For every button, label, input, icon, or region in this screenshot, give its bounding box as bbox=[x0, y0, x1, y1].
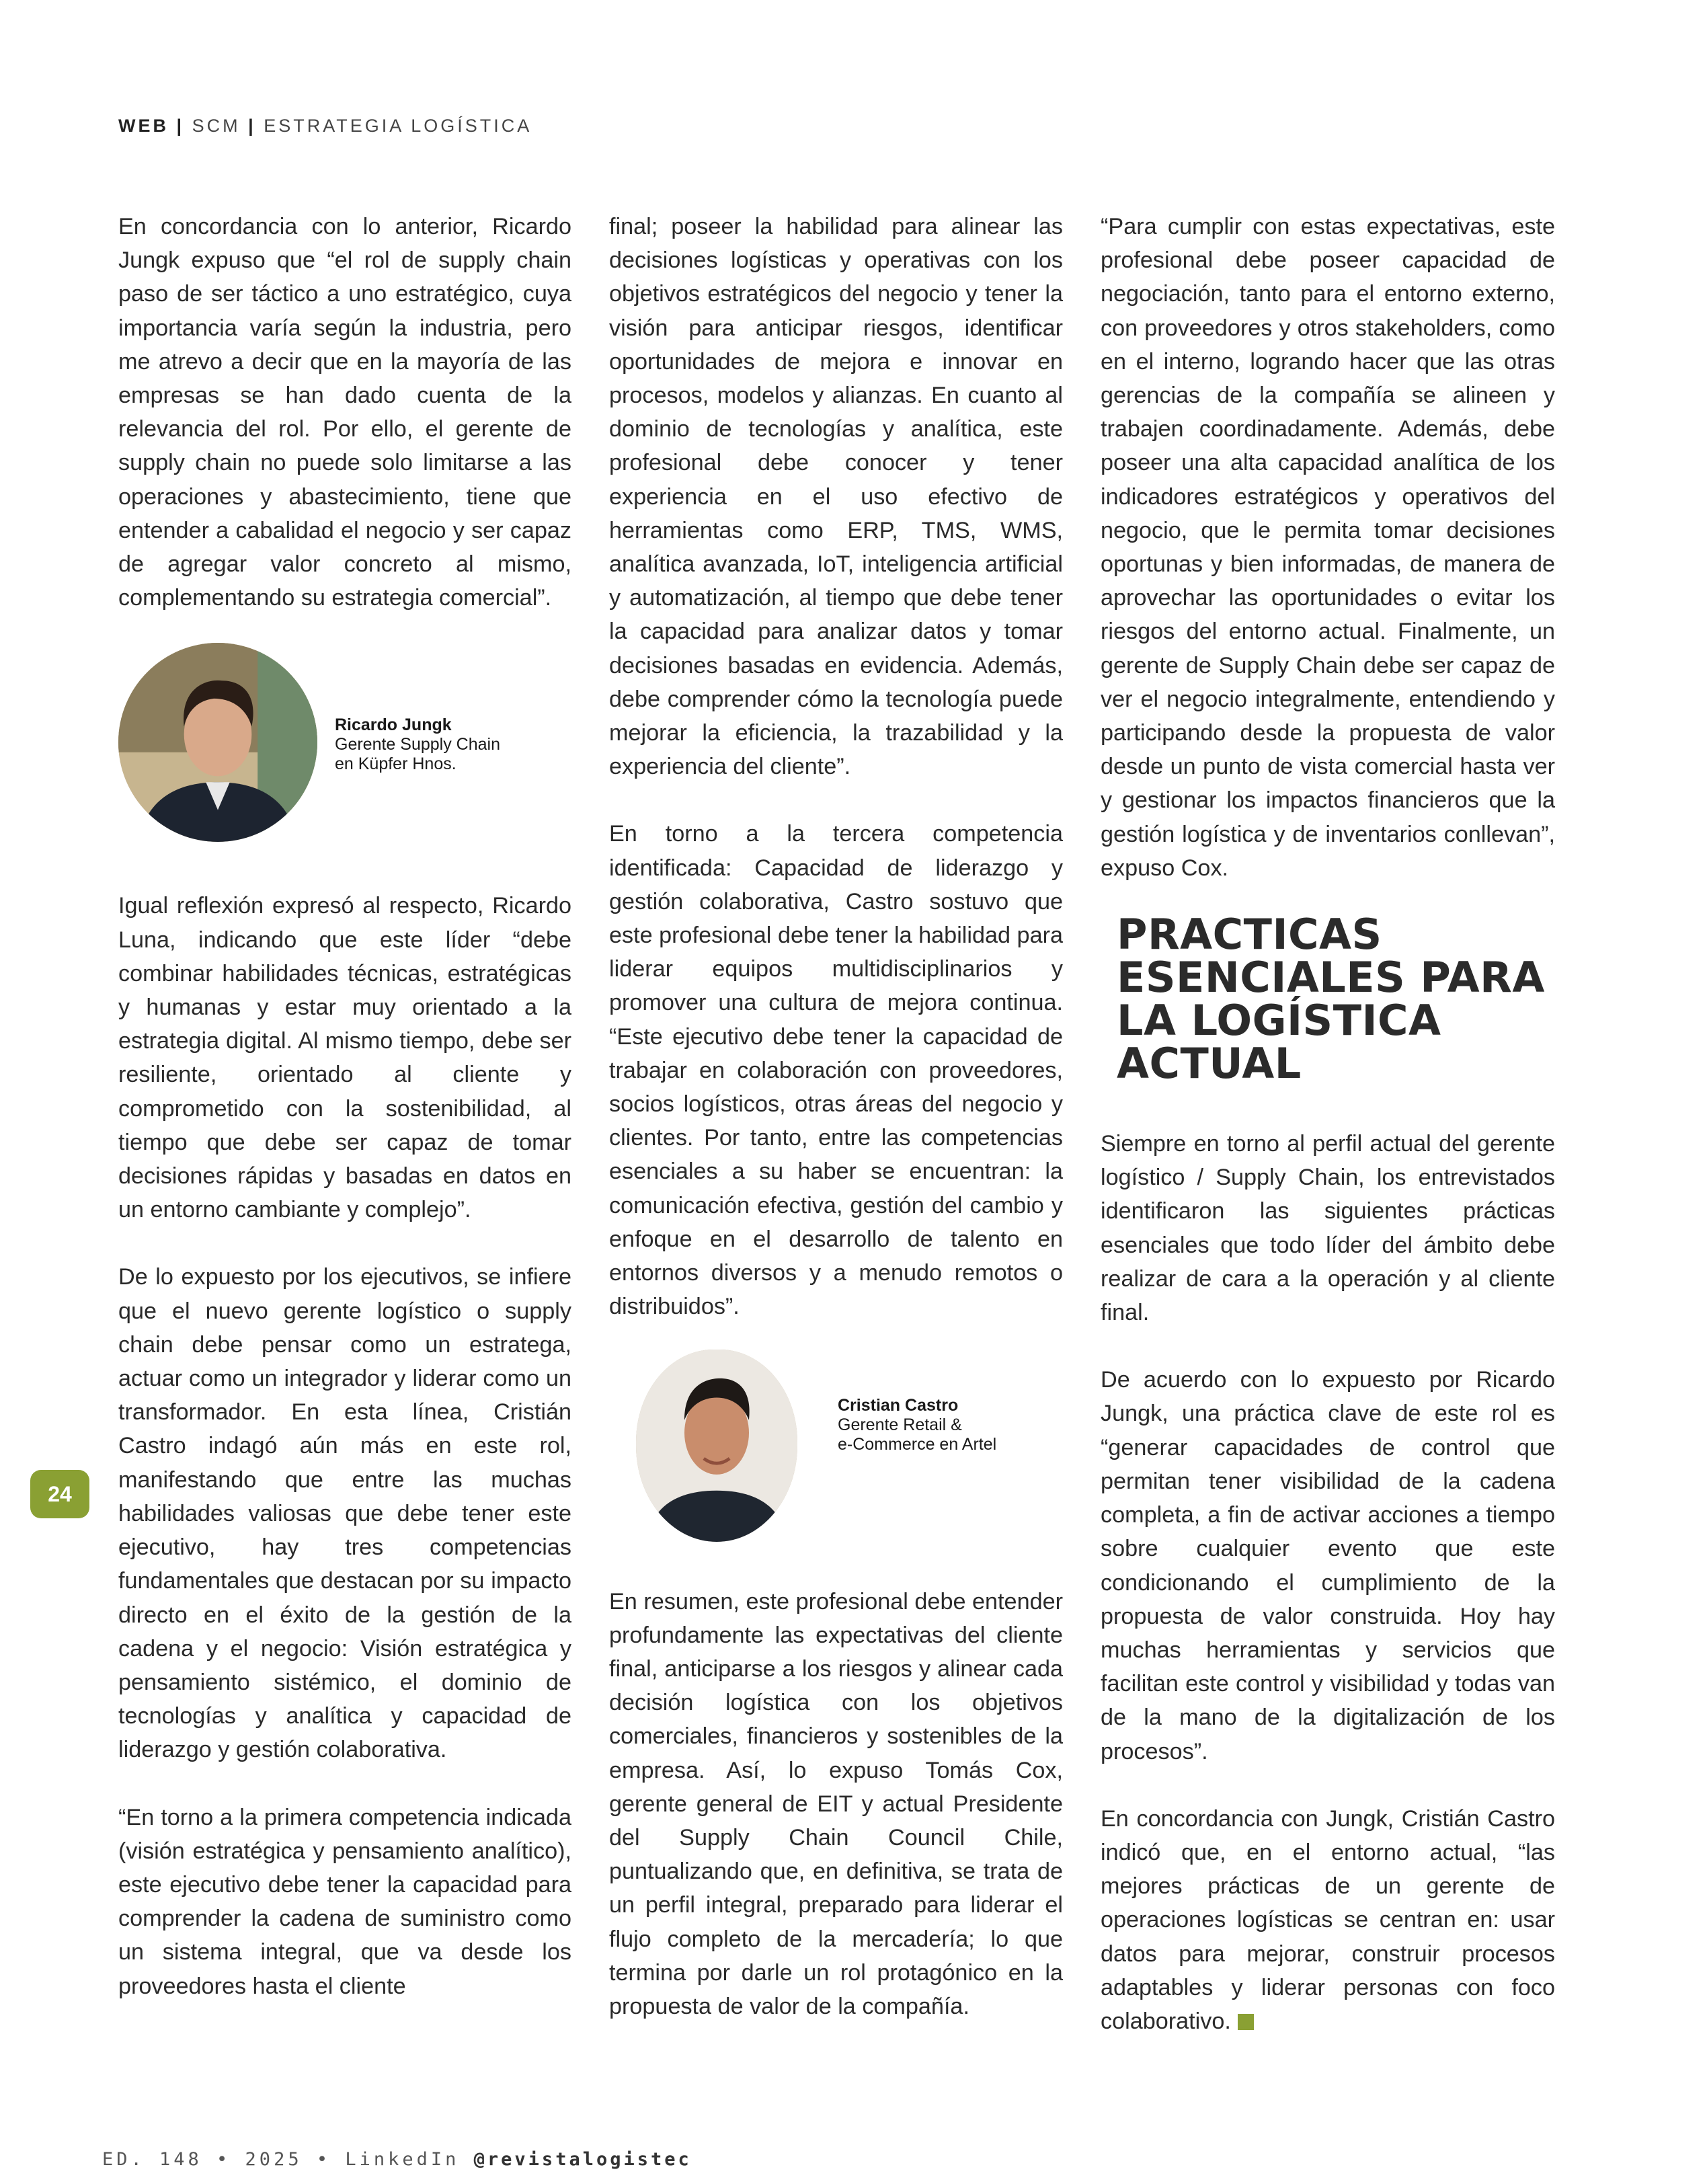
header-separator: | bbox=[176, 116, 185, 136]
paragraph: “Para cumplir con estas expectativas, este profesional debe poseer capacidad de negociación, tanto para el entorno externo, con proveedores y otros stakeholders, como en el interno, logrando hacer que las otras gerencias de la compañía se alineen y trabajen coordinadamente. Además, debe poseer una alta capacidad analítica de los indicadores estratégicos y operativos del negocio, que le permita tomar decisiones oportunas y bien informadas, de manera de aprovechar las oportunidades o evitar los riesgos del entorno actual. Finalmente, un gerente de Supply Chain debe ser capaz de ver el negocio integralmente, entendiendo y participando desde la propuesta de valor desde un punto de vista comercial hasta ver y gestionar los impactos financieros que la gestión logística y de inventarios conllevan”, expuso Cox. bbox=[1101, 214, 1555, 881]
subheading: PRACTICAS ESENCIALES PARA LA LOGÍSTICA ACTUAL bbox=[1117, 910, 1545, 1089]
end-of-article-icon bbox=[1238, 2014, 1254, 2030]
paragraph: Igual reflexión expresó al respecto, Ricardo Luna, indicando que este líder “debe combinar habilidades técnicas, estratégicas y humanas y estar muy orientado a la estrategia digital. Al mismo tiempo, debe ser resiliente, orientado al cliente y comprometido con la sostenibilidad, al tiempo que debe ser capaz de tomar decisiones rápidas y basadas en datos en un entorno cambiante y complejo”. bbox=[118, 893, 571, 1223]
page-number-badge: 24 bbox=[30, 1470, 89, 1518]
page-footer bbox=[102, 2149, 692, 2170]
portrait-cristian-castro bbox=[636, 1350, 1063, 1542]
paragraph-final bbox=[1101, 1802, 1555, 2038]
person-company: e-Commerce en Artel bbox=[838, 1435, 997, 1454]
person-company: en Küpfer Hnos. bbox=[335, 754, 456, 773]
photo-cristian-castro bbox=[636, 1350, 797, 1542]
paragraph: final; poseer la habilidad para alinear las decisiones logísticas y operativas con los objetivos estratégicos del negocio y tener la visión para anticipar riesgos, identificar oportunidades de mejora e innovar en procesos, modelos y alianzas. En cuanto al dominio de tecnologías y analítica, este profesional debe conocer y tener experiencia en el uso efectivo de herramientas como ERP, TMS, WMS, analítica avanzada, IoT, inteligencia artificial y automatización, al tiempo que debe tener la capacidad para analizar datos y tomar decisiones basadas en evidencia. Además, debe comprender cómo la tecnología puede mejorar la eficiencia, la trazabilidad y la experiencia del cliente”. bbox=[609, 214, 1063, 780]
header-web: WEB bbox=[118, 116, 169, 136]
paragraph: En concordancia con lo anterior, Ricardo Jungk expuso que “el rol de supply chain paso de ser táctico a uno estratégico, cuya importancia varía según la industria, pero me atrevo a decir que en la mayoría de las empresas se han dado cuenta de la relevancia del rol. Por ello, el gerente de supply chain no puede solo limitarse a las operaciones y abastecimiento, tiene que entender a cabalidad el negocio y ser capaz de agregar valor concreto al mismo, complementando su estrategia comercial”. bbox=[118, 214, 571, 611]
paragraph: De lo expuesto por los ejecutivos, se infiere que el nuevo gerente logístico o supply chain debe pensar como un estratega, actuar como un integrador y liderar como un transformador. En esta línea, Cristián Castro indagó aún más en este rol, manifestando que entre las muchas habilidades valiosas que debe tener este ejecutivo, hay tres competencias fundamentales que destacan por su impacto directo en el éxito de la gestión de la cadena y el negocio: Visión estratégica y pensamiento sistémico, el dominio de tecnologías y analítica y capacidad de liderazgo y gestión colaborativa. bbox=[118, 1264, 571, 1763]
portrait-caption bbox=[335, 715, 500, 774]
portrait-ricardo-jungk bbox=[118, 643, 571, 842]
person-photo-icon bbox=[118, 643, 317, 842]
photo-ricardo-jungk bbox=[118, 643, 317, 842]
final-paragraph-text: En concordancia con Jungk, Cristián Castro indicó que, en el entorno actual, “las mejores prácticas de un gerente de operaciones logísticas se centran en: usar datos para mejorar, construir procesos adaptables y liderar personas con foco colaborativo. bbox=[1101, 1805, 1555, 2034]
paragraph: Siempre en torno al perfil actual del gerente logístico / Supply Chain, los entrevistados identificaron las siguientes prácticas esenciales que todo líder del ámbito debe realizar de cara a la operación y al cliente final. bbox=[1101, 1131, 1555, 1326]
footer-edition: ED. 148 • 2025 • LinkedIn bbox=[102, 2149, 460, 2170]
header-scm: SCM bbox=[192, 116, 241, 136]
header-section-title: ESTRATEGIA LOGÍSTICA bbox=[264, 116, 532, 136]
article-column-1 bbox=[118, 210, 571, 2003]
portrait-caption bbox=[838, 1396, 996, 1454]
paragraph: De acuerdo con lo expuesto por Ricardo Jungk, una práctica clave de este rol es “generar capacidades de control que permitan tener visibilidad de la cadena completa, a fin de activar acciones a tiempo sobre cualquier evento que este condicionando el cumplimiento de la propuesta de valor construida. Hoy hay muchas herramientas y servicios que facilitan este control y visibilidad y todas van de la mano de la digitalización de los procesos”. bbox=[1101, 1367, 1555, 1764]
section-header bbox=[118, 116, 532, 136]
footer-handle: @revistalogistec bbox=[473, 2149, 692, 2170]
paragraph: En resumen, este profesional debe entender profundamente las expectativas del cliente final, anticiparse a los riesgos y alinear cada decisión logística con los objetivos comerciales, financieros y sostenibles de la empresa. Así, lo expuso Tomás Cox, gerente general de EIT y actual Presidente del Supply Chain Council Chile, puntualizando que, en definitiva, se trata de un perfil integral, preparado para liderar el flujo completo de la mercadería; lo que termina por darle un rol protagónico en la propuesta de valor de la compañía. bbox=[609, 1588, 1063, 2019]
person-name: Cristian Castro bbox=[838, 1396, 959, 1415]
paragraph: “En torno a la primera competencia indicada (visión estratégica y pensamiento analítico), este ejecutivo debe tener la capacidad para comprender la cadena de suministro como un sistema integral, que va desde los proveedores hasta el cliente bbox=[118, 1804, 571, 1999]
article-column-2 bbox=[609, 210, 1063, 2023]
article-column-3 bbox=[1101, 210, 1555, 2038]
person-photo-icon bbox=[636, 1350, 797, 1542]
header-separator: | bbox=[248, 116, 256, 136]
person-name: Ricardo Jungk bbox=[335, 715, 452, 734]
person-role: Gerente Supply Chain bbox=[335, 734, 500, 754]
paragraph: En torno a la tercera competencia identificada: Capacidad de liderazgo y gestión colaborativa, Castro sostuvo que este profesional debe tener la habilidad para liderar equipos multidisciplinarios y promover una cultura de mejora continua. “Este ejecutivo debe tener la capacidad de trabajar en colaboración con proveedores, socios logísticos, otras áreas del negocio y clientes. Por tanto, entre las competencias esenciales a su haber se encuentran: la comunicación efectiva, gestión del cambio y enfoque en el desarrollo de talento en entornos diversos y a menudo remotos o distribuidos”. bbox=[609, 821, 1063, 1320]
person-role: Gerente Retail & bbox=[838, 1415, 962, 1434]
